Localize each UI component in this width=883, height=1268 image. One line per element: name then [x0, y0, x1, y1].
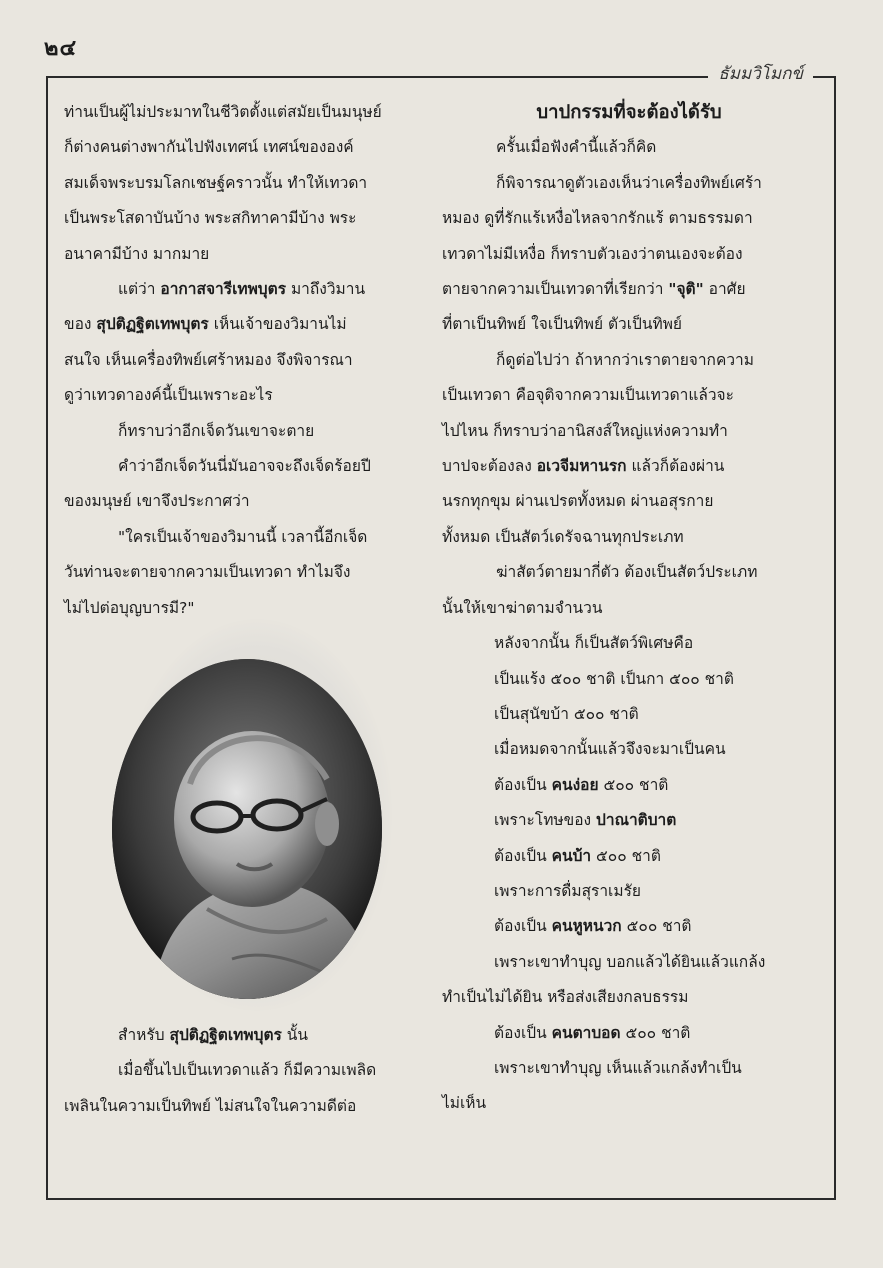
text-span: ต้องเป็น — [494, 1023, 552, 1042]
text-line: อนาคามีบ้าง มากมาย — [64, 244, 210, 263]
text-line: ดูว่าเทวดาองค์นี้เป็นเพราะอะไร — [64, 386, 273, 405]
page-number: ๒๔ — [44, 36, 78, 61]
text-span: แต่ว่า — [118, 280, 161, 299]
text-span: อาศัย — [703, 280, 746, 299]
paragraph: นั้นให้เขาฆ่าตามจำนวน — [442, 598, 603, 617]
paragraph — [442, 378, 816, 555]
monk-portrait-image — [112, 659, 382, 999]
paragraph: ไม่เห็น — [442, 1094, 487, 1113]
paragraph: ฆ่าสัตว์ตายมากี่ตัว ต้องเป็นสัตว์ประเภท — [496, 563, 758, 582]
text-span: บาปจะต้องลง — [442, 457, 537, 476]
list-item: เพราะเขาทำบุญ บอกแล้วได้ยินแล้วแกล้ง — [494, 952, 766, 971]
paragraph: ครั้นเมื่อฟังคำนี้แล้วก็คิด — [496, 138, 657, 157]
text-span: ๕๐๐ ชาติ — [591, 846, 661, 865]
paragraph — [64, 1018, 426, 1053]
right-column — [442, 95, 816, 1122]
text-line: เป็นพระโสดาบันบ้าง พระสกิทาคามีบ้าง พระ — [64, 209, 357, 228]
bold-term: คนบ้า — [551, 846, 592, 865]
list-item: เพราะเขาทำบุญ เห็นแล้วแกล้งทำเป็น — [494, 1058, 742, 1077]
text-line: เป็นเทวดา คือจุติจากความเป็นเทวดาแล้วจะ — [442, 386, 734, 405]
list-item: เป็นสุนัขบ้า ๕๐๐ ชาติ — [494, 704, 639, 723]
text-span: นั้น — [281, 1026, 308, 1044]
text-span: ต้องเป็น — [494, 917, 552, 936]
paragraph: คำว่าอีกเจ็ดวันนี่มันอาจจะถึงเจ็ดร้อยปี — [118, 457, 371, 476]
paragraph — [442, 201, 816, 343]
bold-term: คนง่อย — [551, 775, 599, 794]
paragraph — [64, 272, 426, 307]
list-item: เมื่อหมดจากนั้นแล้วจึงจะมาเป็นคน — [494, 740, 726, 759]
text-line: ไปไหน ก็ทราบว่าอานิสงส์ใหญ่แห่งความทำ — [442, 421, 728, 440]
text-line: หมอง ดูที่รักแร้เหงื่อไหลจากรักแร้ ตามธรรมดา — [442, 209, 753, 228]
portrait-photo — [112, 647, 390, 1017]
text-span: มาถึงวิมาน — [286, 280, 366, 299]
bold-name: อากาสจารีเทพบุตร — [160, 280, 287, 299]
text-line: ทั้งหมด เป็นสัตว์เดรัจฉานทุกประเภท — [442, 527, 684, 546]
text-span: ๕๐๐ ชาติ — [621, 917, 692, 936]
list-item: หลังจากนั้น ก็เป็นสัตว์พิเศษคือ — [494, 634, 694, 653]
text-span: เห็นเจ้าของวิมานไม่ — [208, 315, 347, 334]
text-line: เทวดาไม่มีเหงื่อ ก็ทราบตัวเองว่าตนเองจะต้อง — [442, 244, 743, 263]
text-span: ๕๐๐ ชาติ — [598, 775, 669, 794]
text-span: แล้วก็ต้องผ่าน — [626, 457, 725, 476]
list-item: เป็นแร้ง ๕๐๐ ชาติ เป็นกา ๕๐๐ ชาติ — [494, 669, 734, 688]
text-line: สนใจ เห็นเครื่องทิพย์เศร้าหมอง จึงพิจารณา — [64, 350, 353, 369]
text-line: นรกทุกขุม ผ่านเปรตทั้งหมด ผ่านอสุรกาย — [442, 492, 714, 511]
list-item — [442, 768, 816, 803]
text-span: ต้องเป็น — [494, 775, 552, 794]
paragraph — [64, 95, 426, 272]
quote-line: ไม่ไปต่อบุญบารมี?" — [64, 598, 195, 617]
text-span: ตายจากความเป็นเทวดาที่เรียกว่า — [442, 280, 669, 299]
paragraph: ก็พิจารณาดูตัวเองเห็นว่าเครื่องทิพย์เศร้า — [496, 173, 762, 192]
text-span: สำหรับ — [118, 1026, 170, 1044]
bold-term: คนหูหนวก — [551, 917, 622, 936]
list-item: เพราะการดื่มสุราเมรัย — [494, 881, 641, 900]
paragraph: ก็ดูต่อไปว่า ถ้าหากว่าเราตายจากความ — [496, 350, 754, 369]
left-column-bottom — [64, 1018, 426, 1124]
text-line: ที่ตาเป็นทิพย์ ใจเป็นทิพย์ ตัวเป็นทิพย์ — [442, 315, 683, 334]
paragraph: เพลินในความเป็นทิพย์ ไม่สนใจในความดีต่อ — [64, 1096, 357, 1115]
text-span: ของ — [64, 315, 97, 334]
text-span: ต้องเป็น — [494, 846, 552, 865]
section-heading: บาปกรรมที่จะต้องได้รับ — [536, 102, 722, 123]
list-item — [442, 1016, 816, 1051]
running-head: ธัมมวิโมกข์ — [708, 60, 813, 87]
list-item — [442, 803, 816, 838]
bold-name: สุปติฏฐิตเทพบุตร — [96, 315, 209, 334]
bold-name: สุปติฏฐิตเทพบุตร — [169, 1026, 282, 1044]
text-span: เพราะโทษของ — [494, 811, 597, 830]
paragraph — [64, 307, 426, 413]
paragraph: เมื่อขึ้นไปเป็นเทวดาแล้ว ก็มีความเพลิด — [118, 1061, 377, 1080]
bold-term: อเวจีมหานรก — [536, 457, 627, 476]
text-line: ท่านเป็นผู้ไม่ประมาทในชีวิตตั้งแต่สมัยเป็นมนุษย์ — [64, 103, 382, 121]
paragraph: ของมนุษย์ เขาจึงประกาศว่า — [64, 492, 250, 511]
quote-line: วันท่านจะตายจากความเป็นเทวดา ทำไมจึง — [64, 563, 351, 582]
text-line: สมเด็จพระบรมโลกเชษฐ์คราวนั้น ทำให้เทวดา — [64, 173, 368, 192]
monk-portrait-icon — [112, 659, 382, 999]
left-column — [64, 95, 426, 626]
bold-term: "จุติ" — [668, 280, 704, 299]
paragraph: ทำเป็นไม่ได้ยิน หรือส่งเสียงกลบธรรม — [442, 988, 689, 1007]
bold-term: คนตาบอด — [551, 1023, 621, 1042]
paragraph: ก็ทราบว่าอีกเจ็ดวันเขาจะตาย — [118, 421, 315, 440]
text-line: ก็ต่างคนต่างพากันไปฟังเทศน์ เทศน์ขององค์ — [64, 138, 354, 157]
list-item — [442, 839, 816, 874]
bold-term: ปาณาติบาต — [596, 811, 677, 830]
text-span: ๕๐๐ ชาติ — [620, 1023, 691, 1042]
quote-line: "ใครเป็นเจ้าของวิมานนี้ เวลานี้อีกเจ็ด — [118, 527, 368, 546]
list-item — [442, 909, 816, 944]
